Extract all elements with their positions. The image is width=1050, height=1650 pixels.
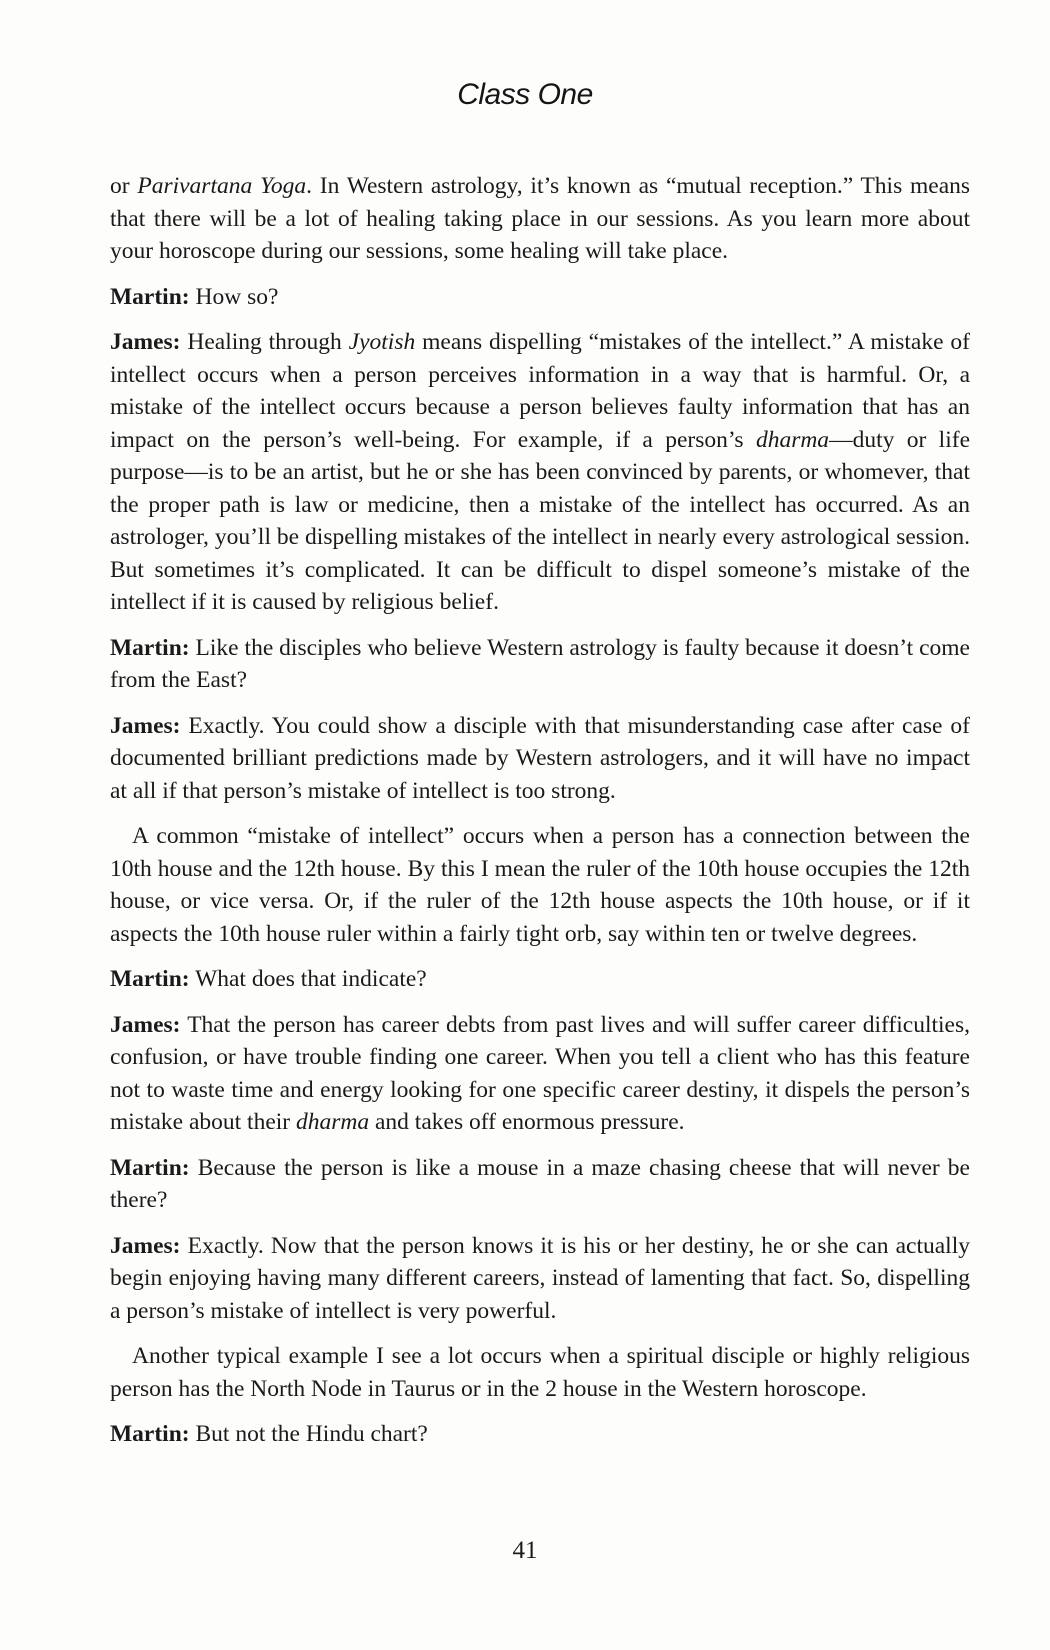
text-run: and takes off enormous pressure. xyxy=(369,1109,685,1135)
text-run: or xyxy=(110,173,138,199)
paragraph xyxy=(110,170,970,268)
dialogue-paragraph xyxy=(110,1009,970,1139)
italic-term: Jyotish xyxy=(348,329,416,355)
speaker-name: Martin: xyxy=(110,1421,190,1447)
speaker-name: Martin: xyxy=(110,283,190,310)
speaker-name: James: xyxy=(110,712,181,739)
dialogue-paragraph xyxy=(110,1230,970,1328)
text-run: Another typical example I see a lot occurs when a spiritual disciple or highly religious person has the North Node in Taurus or in the 2 house in the Western horoscope. xyxy=(110,1343,970,1402)
dialogue-paragraph xyxy=(110,710,970,808)
italic-term: dharma xyxy=(755,426,830,453)
dialogue-paragraph xyxy=(110,281,970,314)
text-run: What does that indicate? xyxy=(189,966,427,992)
page-number: 41 xyxy=(512,1537,538,1564)
text-run: Healing through xyxy=(180,329,349,355)
text-run: means dispelling “mistakes of the intellect.” A mistake of intellect occurs when a person perceives information in a way that is harmful. Or, a mistake of the intellect occurs because a person believes faulty information that has an impact on the person’s well-being. For example, if a person’s xyxy=(110,329,970,453)
speaker-name: James: xyxy=(110,1232,181,1259)
text-run: —duty or life purpose—is to be an artist, but he or she has been convinced by parents, or whomever, that the proper path is law or medicine, then a mistake of the intellect has occurred. As an astrologer, you’ll be dispelling mistakes of the intellect in nearly every astrological session. But sometimes it’s complicated. It can be difficult to dispel someone’s mistake of the intellect if it is caused by religious belief. xyxy=(110,426,970,615)
text-run: Like the disciples who believe Western astrology is faulty because it doesn’t come from the East? xyxy=(110,634,970,693)
speaker-name: Martin: xyxy=(110,634,190,661)
dialogue-paragraph xyxy=(110,1418,970,1451)
speaker-name: Martin: xyxy=(110,1154,190,1181)
dialogue-paragraph xyxy=(110,632,970,697)
text-run: Because the person is like a mouse in a maze chasing cheese that will never be there? xyxy=(110,1154,970,1213)
speaker-name: James: xyxy=(110,329,181,355)
text-run: Exactly. Now that the person knows it is his or her destiny, he or she can actually begin enjoying having many different careers, instead of lamenting that fact. So, dispelling a person’s mistake of intellect is very powerful. xyxy=(110,1232,970,1324)
text-run: But not the Hindu chart? xyxy=(189,1421,428,1447)
dialogue-paragraph xyxy=(110,963,970,996)
italic-term: dharma xyxy=(296,1109,370,1135)
text-run: A common “mistake of intellect” occurs when a person has a connection between the 10th house and the 12th house. By this I mean the ruler of the 10th house occupies the 12th house, or vice versa. Or, if the ruler of the 12th house aspects the 10th house, or if it aspects the 10th house ruler within a fairly tight orb, say within ten or twelve degrees. xyxy=(110,823,970,947)
body-text xyxy=(110,170,970,1464)
italic-term: Parivartana Yoga xyxy=(137,173,307,199)
dialogue-paragraph xyxy=(110,1152,970,1217)
dialogue-paragraph xyxy=(110,326,970,619)
speaker-name: James: xyxy=(110,1011,181,1038)
running-head: Class One xyxy=(457,78,593,111)
text-run: That the person has career debts from past lives and will suffer career difficulties, confusion, or have trouble finding one career. When you tell a client who has this feature not to waste time and energy looking for one specific career destiny, it dispels the person’s mistake about their xyxy=(110,1011,970,1135)
speaker-name: Martin: xyxy=(110,966,190,992)
paragraph xyxy=(110,820,970,950)
text-run: How so? xyxy=(189,283,279,310)
paragraph xyxy=(110,1340,970,1405)
text-run: Exactly. You could show a disciple with that misunderstanding case after case of documented brilliant predictions made by Western astrologers, and it will have no impact at all if that person’s mistake of intellect is too strong. xyxy=(110,712,970,804)
text-run: . In Western astrology, it’s known as “mutual reception.” This means that there will be a lot of healing taking place in our sessions. As you learn more about your horoscope during our sessions, some healing will take place. xyxy=(110,173,971,264)
